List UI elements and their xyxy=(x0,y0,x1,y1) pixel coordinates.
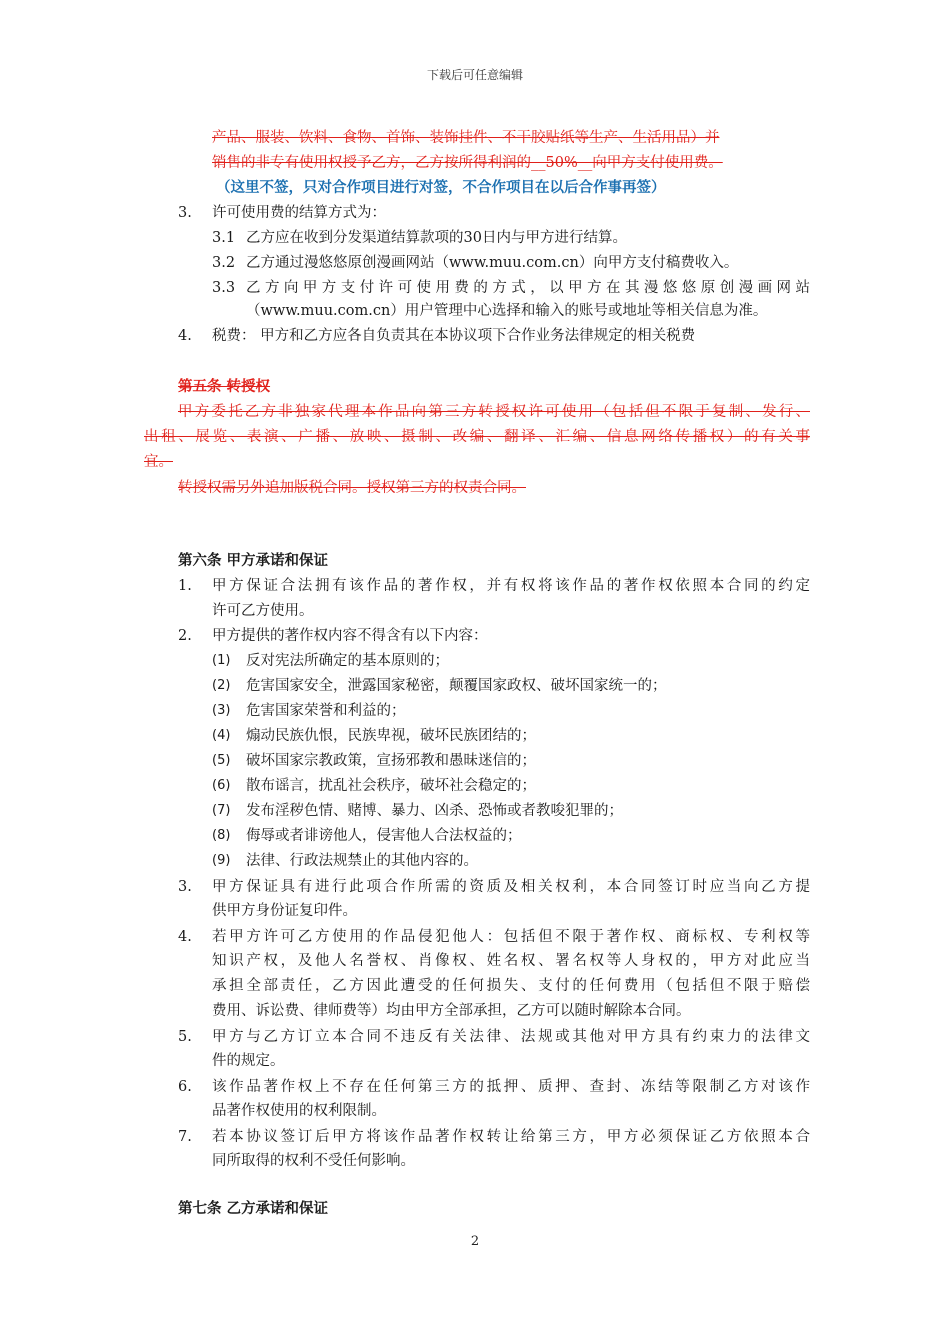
item-3-1-number: 3.1 xyxy=(212,230,236,246)
article-6-p4-line-1: 若甲方许可乙方使用的作品侵犯他人：包括但不限于著作权、商标权、专利权等 xyxy=(212,929,810,945)
item-3-3-text-line-2: （www.muu.com.cn）用户管理中心选择和输入的账号或地址等相关信息为准。 xyxy=(246,303,768,319)
item-4-number: 4. xyxy=(178,328,192,344)
sub-item-number: (6) xyxy=(212,778,231,793)
sub-item-text: 危害国家安全，泄露国家秘密，颠覆国家政权、破坏国家统一的； xyxy=(246,678,667,694)
article-6-p4-number: 4. xyxy=(178,929,192,945)
sub-item-number: (4) xyxy=(212,728,231,743)
sub-item-text: 散布谣言，扰乱社会秩序，破坏社会稳定的； xyxy=(246,778,536,794)
article-6-p3-line-1: 甲方保证具有进行此项合作所需的资质及相关权利，本合同签订时应当向乙方提 xyxy=(212,879,810,895)
article-6-p7-number: 7. xyxy=(178,1129,192,1145)
item-3-text: 许可使用费的结算方式为： xyxy=(212,205,386,221)
article-6-p5-line-1: 甲方与乙方订立本合同不违反有关法律、法规或其他对甲方具有约束力的法律文 xyxy=(212,1029,810,1045)
sub-item-number: (7) xyxy=(212,803,231,818)
sub-item-number: (8) xyxy=(212,828,231,843)
article-6-p6-number: 6. xyxy=(178,1079,192,1095)
sub-item-text: 反对宪法所确定的基本原则的； xyxy=(246,653,449,669)
signing-note: （这里不签，只对合作项目进行对签，不合作项目在以后合作事再签） xyxy=(216,179,666,196)
article-5-title: 第五条 转授权 xyxy=(178,378,271,395)
sub-item-number: (5) xyxy=(212,753,231,768)
item-3-3-number: 3.3 xyxy=(212,280,236,296)
sub-item-number: (2) xyxy=(212,678,231,693)
article-6-p6-line-2: 品著作权使用的权利限制。 xyxy=(212,1103,386,1119)
article-6-p1-line-2: 许可乙方使用。 xyxy=(212,603,314,619)
sub-item-text: 煽动民族仇恨，民族卑视，破坏民族团结的； xyxy=(246,728,536,744)
item-3-3-text-line-1: 乙方向甲方支付许可使用费的方式，以甲方在其漫悠悠原创漫画网站 xyxy=(246,280,810,296)
article-5-line-2: 出租、展览、表演、广播、放映、摄制、改编、翻译、汇编、信息网络传播权）的有关事 xyxy=(144,429,810,445)
sub-item-number: (3) xyxy=(212,703,231,718)
article-6-p7-line-1: 若本协议签订后甲方将该作品著作权转让给第三方，甲方必须保证乙方依照本合 xyxy=(212,1129,810,1145)
sub-item-text: 破坏国家宗教政策，宣扬邪教和愚昧迷信的； xyxy=(246,753,536,769)
article-6-p2-number: 2. xyxy=(178,628,192,644)
article-6-p3-line-2: 供甲方身份证复印件。 xyxy=(212,903,357,919)
article-6-p1-number: 1. xyxy=(178,578,192,594)
article-5-line-3: 宜。 xyxy=(144,454,173,470)
article-7-title: 第七条 乙方承诺和保证 xyxy=(178,1200,329,1217)
article-6-p6-line-1: 该作品著作权上不存在任何第三方的抵押、质押、查封、冻结等限制乙方对该作 xyxy=(212,1079,810,1095)
sub-item-text: 侮辱或者诽谤他人，侵害他人合法权益的； xyxy=(246,828,522,844)
sub-item-number: (1) xyxy=(212,653,231,668)
article-6-p1-line-1: 甲方保证合法拥有该作品的著作权，并有权将该作品的著作权依照本合同的约定 xyxy=(212,578,810,594)
sub-item-text: 法律、行政法规禁止的其他内容的。 xyxy=(246,853,478,869)
struck-license-line-2: 销售的非专有使用权授予乙方，乙方按所得利润的__50%__向甲方支付使用费。 xyxy=(212,155,723,171)
item-3-number: 3. xyxy=(178,205,192,221)
article-6-p7-line-2: 同所取得的权利不受任何影响。 xyxy=(212,1153,415,1169)
article-6-p2-text: 甲方提供的著作权内容不得含有以下内容： xyxy=(212,628,488,644)
item-3-2-number: 3.2 xyxy=(212,255,236,271)
article-6-p4-line-2: 知识产权，及他人名誉权、肖像权、姓名权、署名权等人身权的，甲方对此应当 xyxy=(212,953,810,969)
page-header: 下载后可任意编辑 xyxy=(426,68,523,82)
article-6-p3-number: 3. xyxy=(178,879,192,895)
article-6-p5-number: 5. xyxy=(178,1029,192,1045)
item-4-text: 税费： 甲方和乙方应各自负责其在本协议项下合作业务法律规定的相关税费 xyxy=(212,328,696,344)
article-6-p4-line-4: 费用、诉讼费、律师费等）均由甲方全部承担，乙方可以随时解除本合同。 xyxy=(212,1003,691,1019)
article-5-line-4: 转授权需另外追加版税合同。授权第三方的权责合同。 xyxy=(178,480,526,496)
sub-item-text: 发布淫秽色情、赌博、暴力、凶杀、恐怖或者教唆犯罪的； xyxy=(246,803,623,819)
sub-item-text: 危害国家荣誉和利益的； xyxy=(246,703,406,719)
article-6-title: 第六条 甲方承诺和保证 xyxy=(178,552,329,569)
struck-license-line-1: 产品、服装、饮料、食物、首饰、装饰挂件、不干胶贴纸等生产、生活用品）并 xyxy=(212,130,720,146)
article-6-p5-line-2: 件的规定。 xyxy=(212,1053,285,1069)
article-5-line-1: 甲方委托乙方非独家代理本作品向第三方转授权许可使用（包括但不限于复制、发行、 xyxy=(178,404,810,420)
sub-item-number: (9) xyxy=(212,853,231,868)
page-number: 2 xyxy=(470,1234,480,1249)
article-6-p4-line-3: 承担全部责任，乙方因此遭受的任何损失、支付的任何费用（包括但不限于赔偿 xyxy=(212,978,810,994)
item-3-1-text: 乙方应在收到分发渠道结算款项的30日内与甲方进行结算。 xyxy=(246,230,627,246)
item-3-2-text: 乙方通过漫悠悠原创漫画网站（www.muu.com.cn）向甲方支付稿费收入。 xyxy=(246,255,739,271)
